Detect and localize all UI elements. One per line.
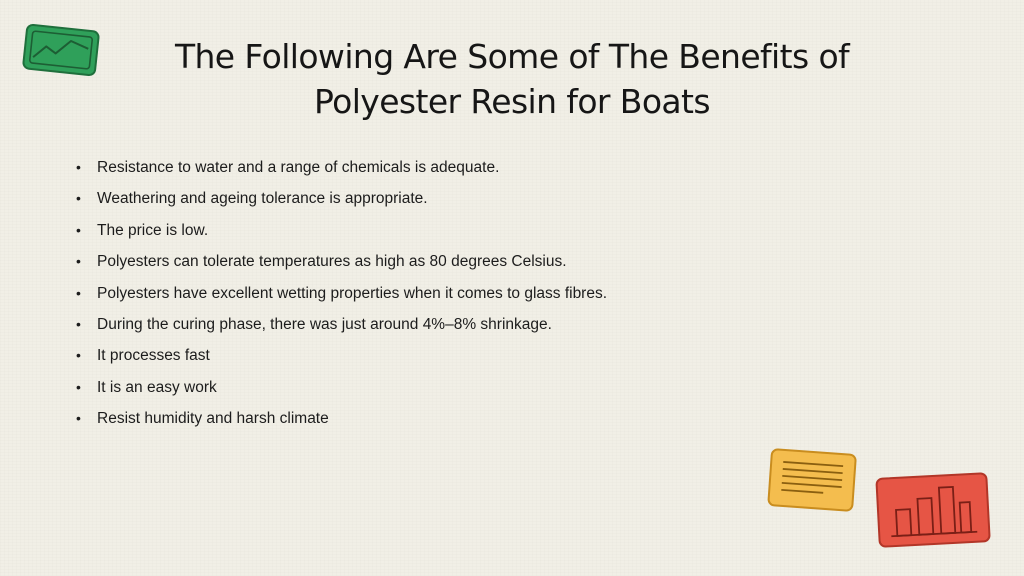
list-item-text: During the curing phase, there was just around 4%–8% shrinkage. bbox=[97, 315, 552, 333]
list-item bbox=[76, 403, 876, 434]
list-item bbox=[76, 183, 876, 214]
list-item bbox=[76, 309, 876, 340]
line-chart-card-icon bbox=[20, 22, 102, 78]
list-item bbox=[76, 215, 876, 246]
list-item-text: It processes fast bbox=[97, 347, 210, 365]
bullet-icon: • bbox=[76, 253, 81, 270]
bar-chart-card-icon bbox=[872, 468, 994, 550]
list-item-text: Weathering and ageing tolerance is appropriate. bbox=[97, 190, 428, 208]
bullet-icon: • bbox=[76, 378, 81, 395]
list-item bbox=[76, 278, 876, 309]
bullet-icon: • bbox=[76, 347, 81, 364]
list-item bbox=[76, 152, 876, 183]
list-item-text: Resistance to water and a range of chemicals is adequate. bbox=[97, 159, 500, 176]
list-item bbox=[76, 246, 876, 277]
list-item bbox=[76, 340, 876, 371]
title-line-1: The Following Are Some of The Benefits of bbox=[174, 37, 850, 76]
bullet-icon: • bbox=[76, 284, 81, 301]
list-item-text: Polyesters can tolerate temperatures as high as 80 degrees Celsius. bbox=[97, 253, 567, 271]
bullet-icon: • bbox=[76, 315, 81, 332]
title-line-2: Polyester Resin for Boats bbox=[314, 82, 710, 121]
bullet-icon: • bbox=[76, 410, 81, 427]
list-item bbox=[76, 372, 876, 403]
slide-title bbox=[100, 34, 924, 124]
text-lines-card-icon bbox=[764, 446, 860, 516]
bullet-icon: • bbox=[76, 221, 81, 238]
list-item-text: Resist humidity and harsh climate bbox=[97, 410, 329, 428]
list-item-text: The price is low. bbox=[97, 221, 209, 239]
bullet-icon: • bbox=[76, 190, 81, 207]
bullet-icon: • bbox=[76, 159, 81, 175]
list-item-text: Polyesters have excellent wetting properties when it comes to glass fibres. bbox=[97, 284, 608, 302]
benefits-list bbox=[76, 152, 876, 435]
list-item-text: It is an easy work bbox=[97, 378, 217, 396]
